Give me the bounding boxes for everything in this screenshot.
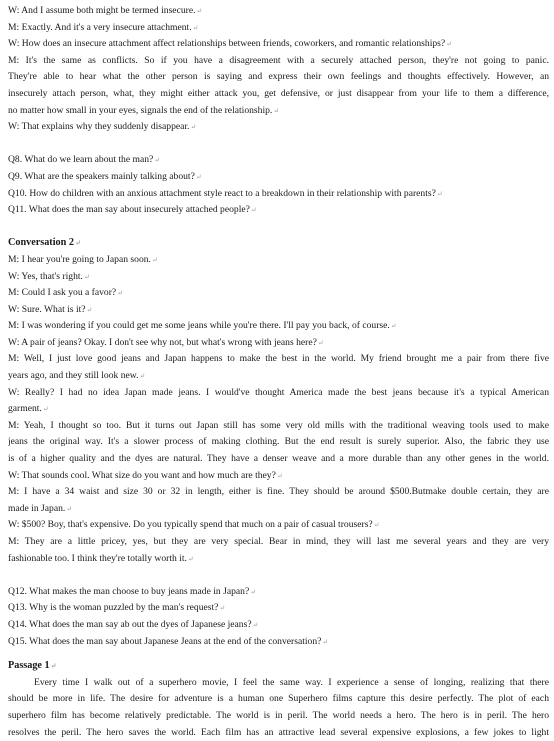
conversation-2-dialogue xyxy=(8,252,549,567)
dialogue-line: They're able to hear what the other person is saying and express their own feelings and thoughts effectively. However, an xyxy=(8,71,549,83)
passage-1-text xyxy=(8,675,549,741)
question-line: Q14. What does the man say ab out the dyes of Japanese jeans?↵ xyxy=(8,618,259,630)
dialogue-line: M: Yeah, I thought so too. But it turns out Japan still has some very old mills with the traditional weaving tools used to make xyxy=(8,419,549,431)
dialogue-line: W: $500? Boy, that's expensive. Do you typically spend that much on a pair of casual trousers?↵ xyxy=(8,519,380,531)
dialogue-line: M: I have a 34 waist and size 30 or 32 in length, either is fine. They should be around $500.Butmake double certain, they are xyxy=(8,486,549,498)
conversation-1-dialogue xyxy=(8,3,549,136)
question-line: Q13. Why is the woman puzzled by the man's request?↵ xyxy=(8,602,226,614)
dialogue-line: M: Could I ask you a favor?↵ xyxy=(8,287,124,299)
dialogue-line: insecurely attach person, what, they might either attack you, get defensive, or just disappear from your life to them a difference, xyxy=(8,87,549,99)
dialogue-line: W: And I assume both might be termed insecure.↵ xyxy=(8,5,203,16)
dialogue-line: W: How does an insecure attachment affect relationships between friends, coworkers, and romantic relationships?↵ xyxy=(8,38,453,50)
questions-group-1 xyxy=(8,152,549,218)
dialogue-line: W: That sounds cool. What size do you want and how much are they?↵ xyxy=(8,469,283,481)
conversation-2-heading: Conversation 2↵ xyxy=(8,237,81,249)
question-line: Q11. What does the man say about insecurely attached people?↵ xyxy=(8,204,257,216)
passage-1-heading: Passage 1↵ xyxy=(8,660,57,672)
passage-line: should be more in life. The desire for adventure is a human one Superhero films capture this desire perfectly. The plot of each xyxy=(8,693,549,705)
dialogue-line: W: That explains why they suddenly disappear.↵ xyxy=(8,121,197,133)
passage-line: Every time I walk out of a superhero movie, I feel the same way. I experience a sense of longing, realizing that there xyxy=(34,676,549,688)
dialogue-line: M: They are a little pricey, yes, but they are very special. Bear in mind, they will last me several years and they are very xyxy=(8,536,549,547)
question-line: Q15. What does the man say about Japanese Jeans at the end of the conversation?↵ xyxy=(8,635,329,647)
dialogue-line: W: A pair of jeans? Okay. I don't see why not, but what's wrong with jeans here?↵ xyxy=(8,336,324,348)
dialogue-line: made in Japan.↵ xyxy=(8,502,73,514)
dialogue-line: M: I hear you're going to Japan soon.↵ xyxy=(8,253,158,265)
dialogue-line: M: It's the same as conflicts. So if you have a disagreement with a securely attached person, they're not going to panic. xyxy=(8,54,549,66)
dialogue-line: M: Exactly. And it's a very insecure attachment.↵ xyxy=(8,21,199,33)
dialogue-line: W: Yes, that's right.↵ xyxy=(8,270,90,282)
dialogue-line: no matter how small in your eyes, signals the end of the relationship.↵ xyxy=(8,104,280,116)
dialogue-line: is of a higher quality and the dyes are natural. They have a denser weave and a more durable than any other genes in the world. xyxy=(8,453,549,465)
dialogue-line: M: I was wondering if you could get me some jeans while you're there. I'll pay you back, of course.↵ xyxy=(8,320,397,332)
dialogue-line: W: Really? I had no idea Japan made jeans. I would've thought America made the best jeans because it's a typical American xyxy=(8,386,549,398)
question-line: Q10. How do children with an anxious attachment style react to a breakdown in their relationship with parents?↵ xyxy=(8,187,443,199)
question-line: Q8. What do we learn about the man?↵ xyxy=(8,154,161,166)
passage-line: superhero film has become relatively predictable. The world is in peril. The world needs a hero. The hero is in peril. The hero xyxy=(8,709,549,721)
question-line: Q12. What makes the man choose to buy jeans made in Japan?↵ xyxy=(8,585,257,597)
dialogue-line: M: Well, I just love good jeans and Japan happens to make the best in the world. My friend brought me a pair from there five xyxy=(8,353,549,365)
question-line: Q9. What are the speakers mainly talking about?↵ xyxy=(8,170,202,182)
dialogue-line: garment.↵ xyxy=(8,403,49,415)
dialogue-line: years ago, and they still look new.↵ xyxy=(8,370,146,382)
questions-group-2 xyxy=(8,584,549,650)
dialogue-line: jeans the original way. It's a slower process of making clothing. But the end result is surely superior. Also, the fabric they use xyxy=(8,436,549,448)
passage-line: resolves the peril. The hero saves the world. Each film has an attractive lead several expensive explosions, a few jokes to light xyxy=(8,726,549,738)
dialogue-line: fashionable too. I think they're totally worth it.↵ xyxy=(8,552,194,564)
dialogue-line: W: Sure. What is it?↵ xyxy=(8,303,93,315)
